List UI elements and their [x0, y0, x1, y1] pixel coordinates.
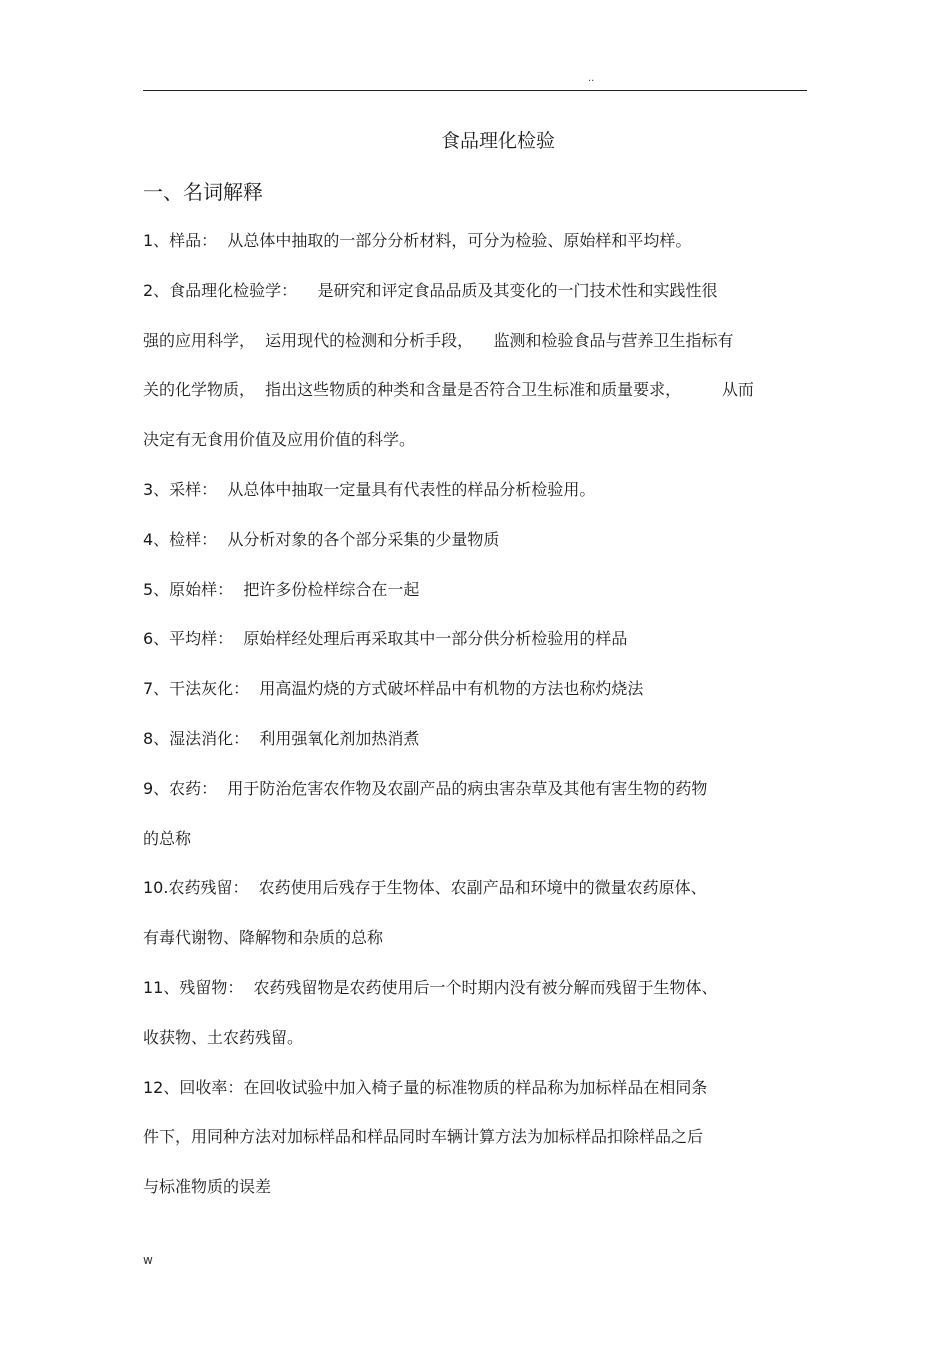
text-line: 12、回收率：在回收试验中加入椅子量的标准物质的样品称为加标样品在相同条 — [143, 1078, 708, 1097]
text-line: 5、原始样： 把许多份检样综合在一起 — [143, 580, 420, 599]
text-line: 1、样品： 从总体中抽取的一部分分析材料，可分为检验、原始样和平均样。 — [143, 231, 692, 250]
text-line: 强的应用科学， 运用现代的检测和分析手段， 监测和检验食品与营养卫生指标有 — [143, 331, 734, 350]
text-line: 与标准物质的误差 — [143, 1177, 272, 1196]
text-line: 关的化学物质， 指出这些物质的种类和含量是否符合卫生标准和质量要求， 从而 — [143, 380, 754, 399]
section-heading: 一、名词解释 — [143, 180, 263, 204]
text-line: 9、农药： 用于防治危害农作物及农副产品的病虫害杂草及其他有害生物的药物 — [143, 779, 708, 798]
text-line: 有毒代谢物、降解物和杂质的总称 — [143, 928, 384, 947]
text-line: 8、湿法消化： 利用强氧化剂加热消煮 — [143, 729, 420, 748]
header-mark: .. — [588, 73, 595, 84]
footer-mark: w — [143, 1253, 153, 1267]
text-line: 4、检样： 从分析对象的各个部分采集的少量物质 — [143, 530, 500, 549]
text-line: 11、残留物： 农药残留物是农药使用后一个时期内没有被分解而残留于生物体、 — [143, 978, 718, 997]
text-line: 件下，用同种方法对加标样品和样品同时车辆计算方法为加标样品扣除样品之后 — [143, 1127, 704, 1146]
text-line: 的总称 — [143, 829, 192, 848]
text-line: 收获物、土农药残留。 — [143, 1028, 304, 1047]
header-rule — [143, 90, 807, 91]
text-line: 2、食品理化检验学： 是研究和评定食品品质及其变化的一门技术性和实践性很 — [143, 281, 718, 300]
text-line: 3、采样： 从总体中抽取一定量具有代表性的样品分析检验用。 — [143, 480, 596, 499]
text-line: 10.农药残留： 农药使用后残存于生物体、农副产品和环境中的微量农药原体、 — [143, 878, 707, 897]
text-line: 决定有无食用价值及应用价值的科学。 — [143, 430, 416, 449]
text-line: 6、平均样： 原始样经处理后再采取其中一部分供分析检验用的样品 — [143, 629, 628, 648]
text-line: 7、干法灰化： 用高温灼烧的方式破坏样品中有机物的方法也称灼烧法 — [143, 679, 644, 698]
document-title: 食品理化检验 — [440, 130, 555, 152]
